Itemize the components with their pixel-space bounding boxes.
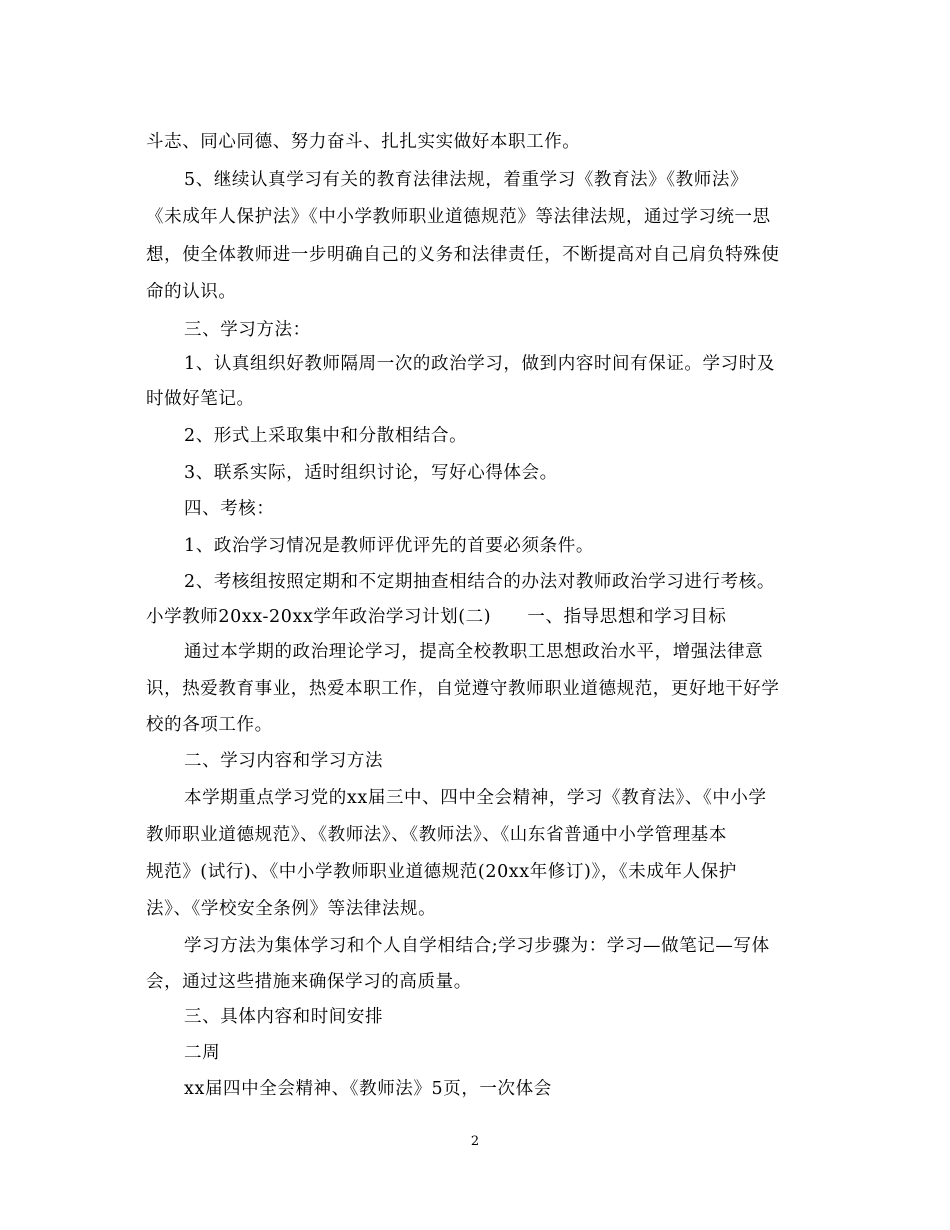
paragraph-line: 通过本学期的政治理论学习，提高全校教职工思想政治水平，增强法律意 xyxy=(184,642,764,662)
paragraph-line: 《未成年人保护法》《中小学教师职业道德规范》等法律法规，通过学习统一思 xyxy=(146,207,771,227)
paragraph-line: 校的各项工作。 xyxy=(146,715,273,735)
paragraph-line: 二周 xyxy=(184,1043,221,1063)
document-title-line: 小学教师20xx-20xx学年政治学习计划(二) 一、指导思想和学习目标 xyxy=(146,607,727,627)
paragraph-line: 法》、《学校安全条例》等法律法规。 xyxy=(146,899,437,919)
paragraph-line: xx届四中全会精神、《教师法》5页，一次体会 xyxy=(184,1079,552,1099)
paragraph-line: 想，使全体教师进一步明确自己的义务和法律责任，不断提高对自己肩负特殊使 xyxy=(146,245,780,265)
paragraph-line: 识，热爱教育事业，热爱本职工作，自觉遵守教师职业道德规范，更好地干好学 xyxy=(146,679,780,699)
paragraph-line: 命的认识。 xyxy=(146,282,237,302)
page-number: 2 xyxy=(470,1134,480,1149)
paragraph-line: 2、考核组按照定期和不定期抽查相结合的办法对教师政治学习进行考核。 xyxy=(184,572,775,592)
paragraph-line: 教师职业道德规范》、《教师法》、《教师法》、《山东省普通中小学管理基本 xyxy=(146,825,727,845)
paragraph-line: 2、形式上采取集中和分散相结合。 xyxy=(184,426,468,446)
section-heading: 二、学习内容和学习方法 xyxy=(184,751,384,771)
paragraph-line: 3、联系实际，适时组织讨论，写好心得体会。 xyxy=(184,463,558,483)
paragraph-line: 学习方法为集体学习和个人自学相结合;学习步骤为：学习—做笔记—写体 xyxy=(184,936,770,956)
paragraph-line: 规范》(试行)、《中小学教师职业道德规范(20xx年修订)》，《未成年人保护 xyxy=(146,862,737,882)
paragraph-line: 会，通过这些措施来确保学习的高质量。 xyxy=(146,972,472,992)
section-heading: 四、考核： xyxy=(184,499,275,519)
section-heading: 三、具体内容和时间安排 xyxy=(184,1007,384,1027)
paragraph-line: 本学期重点学习党的xx届三中、四中全会精神，学习《教育法》、《中小学 xyxy=(184,788,767,808)
section-heading: 三、学习方法： xyxy=(184,320,311,340)
paragraph-line: 时做好笔记。 xyxy=(146,389,255,409)
paragraph-line: 1、政治学习情况是教师评优评先的首要必须条件。 xyxy=(184,536,594,556)
paragraph-line: 1、认真组织好教师隔周一次的政治学习，做到内容时间有保证。学习时及 xyxy=(184,354,775,374)
paragraph-line: 斗志、同心同德、努力奋斗、扎扎实实做好本职工作。 xyxy=(146,132,581,152)
paragraph-line: 5、继续认真学习有关的教育法律法规，着重学习《教育法》《教师法》 xyxy=(184,170,749,190)
